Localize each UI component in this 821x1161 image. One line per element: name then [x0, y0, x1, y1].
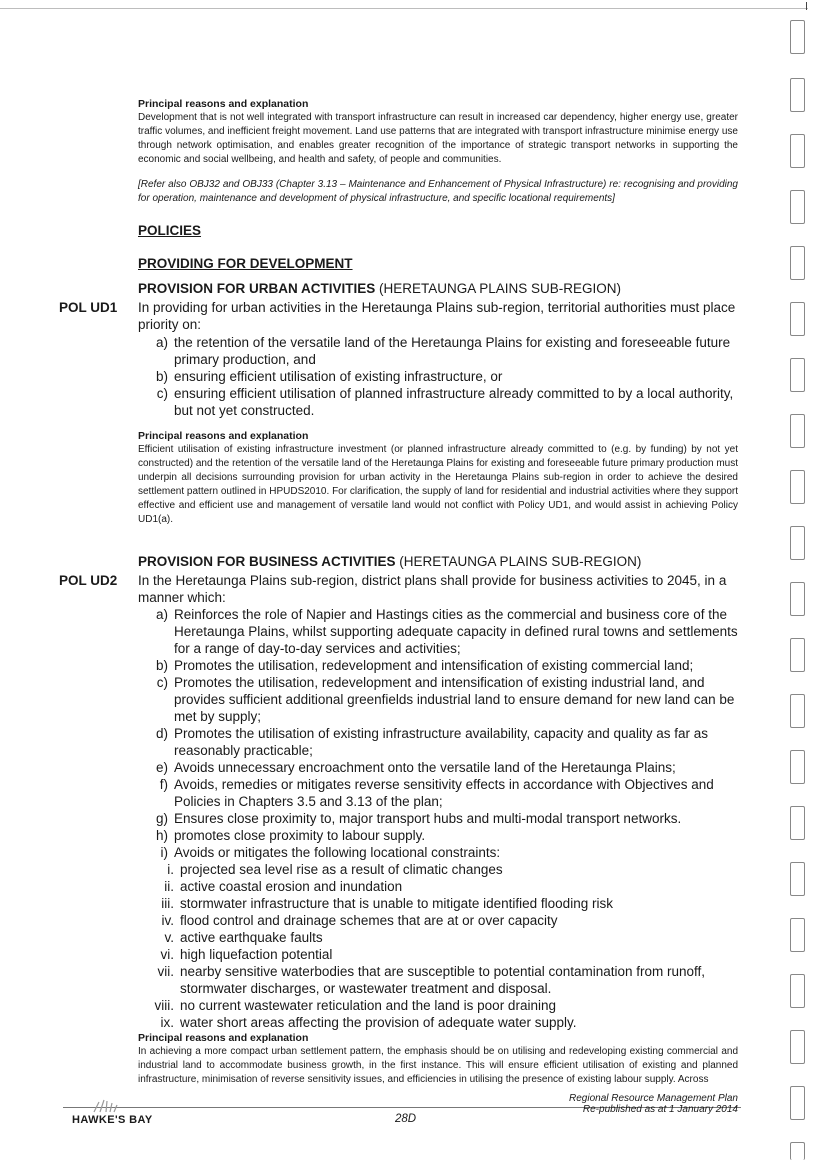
footer-logo: HAWKE'S BAY — [72, 1114, 153, 1126]
list-item: iv. flood control and drainage schemes that are at or over capacity — [161, 913, 558, 928]
ud2-label: POL UD2 — [59, 573, 118, 588]
binder-tab — [790, 582, 805, 616]
list-item: e) Avoids unnecessary encroachment onto the versatile land of the Heretaunga Plains; — [155, 760, 676, 775]
ud2-heading-bold: PROVISION FOR BUSINESS ACTIVITIES — [138, 554, 396, 569]
ud1-reasons-text: Efficient utilisation of existing infrastructure investment (or planned infrastructure already committed to (e.g. by funding) by not yet constructed) and the retention of the versatile land of the Heretaunga Plains for existing and foreseeable future primary production must underpin all decisions surrounding provision for urban activity in the Heretaunga Plains sub-region in order to achieve the desired settlement pattern outlined in HPUDS2010. For clarification, the supply of land for residential and industrial activities where they support effective and efficient use and management of versatile land would not conflict with Policy UD1, and would assist in achieving Policy UD1(a). — [138, 444, 738, 525]
list-item: c) Promotes the utilisation, redevelopment and intensification of existing industrial land, and provides sufficient additional greenfields industrial land to ensure demand for new land can be met by supply; — [156, 675, 735, 724]
ud2-list — [138, 606, 738, 1031]
ud1-heading-bold: PROVISION FOR URBAN ACTIVITIES — [138, 281, 376, 296]
list-item: ii. active coastal erosion and inundation — [164, 879, 403, 894]
providing-heading: PROVIDING FOR DEVELOPMENT — [138, 256, 353, 271]
binder-tab — [790, 806, 805, 840]
ud1-heading — [138, 281, 738, 296]
list-item: i. projected sea level rise as a result of climatic changes — [167, 862, 503, 877]
binder-tab — [790, 974, 805, 1008]
intro-reasons-heading: Principal reasons and explanation — [138, 98, 309, 110]
binder-tab — [790, 1030, 805, 1064]
ud2-reasons-text: In achieving a more compact urban settlement pattern, the emphasis should be on utilising and redeveloping existing commercial and industrial land to accommodate business growth, in the first instance. This will ensure efficient utilisation of existing and planned infrastructure, minimisation of reverse sensitivity issues, and efficiencies in utilising the presence of existing labour supply. Across — [138, 1046, 738, 1085]
list-item: a) Reinforces the role of Napier and Hastings cities as the commercial and business core of the Heretaunga Plains, whilst supporting adequate capacity in defined rural towns and settlements for a range of day-to-day services and activities; — [155, 607, 738, 656]
ud1-reasons-heading: Principal reasons and explanation — [138, 430, 309, 442]
binder-tab — [790, 862, 805, 896]
ud2-reasons — [138, 1032, 738, 1087]
list-item: vii. nearby sensitive waterbodies that are susceptible to potential contamination from runoff, stormwater discharges, or wastewater treatment and disposal. — [157, 964, 706, 996]
binder-tab — [790, 694, 805, 728]
binder-tab — [790, 78, 805, 112]
ud2-lead: In the Heretaunga Plains sub-region, district plans shall provide for business activities to 2045, in a manner which: — [138, 573, 727, 605]
list-item: viii. no current wastewater reticulation and the land is poor draining — [154, 998, 556, 1013]
ud1-heading-rest: (HERETAUNGA PLAINS SUB-REGION) — [375, 281, 622, 296]
footer-plan — [520, 1093, 738, 1115]
list-item: b) ensuring efficient utilisation of existing infrastructure, or — [155, 369, 503, 384]
ud2-reasons-heading: Principal reasons and explanation — [138, 1032, 309, 1044]
list-item: v. active earthquake faults — [164, 930, 323, 945]
list-item: ix. water short areas affecting the provision of adequate water supply. — [160, 1015, 577, 1030]
binder-tab — [790, 1086, 805, 1120]
list-item: a) the retention of the versatile land of the Heretaunga Plains for existing and foreseeable future primary production, and — [155, 335, 731, 367]
binder-tab — [790, 638, 805, 672]
binder-tab — [790, 414, 805, 448]
binder-tab — [790, 470, 805, 504]
ud2-heading-rest: (HERETAUNGA PLAINS SUB-REGION) — [395, 554, 642, 569]
policies-heading: POLICIES — [138, 223, 202, 238]
binder-tab — [790, 526, 805, 560]
binder-tab — [790, 134, 805, 168]
scan-corner-mark — [806, 2, 807, 10]
intro-section — [138, 98, 738, 206]
ud2-heading — [138, 554, 738, 569]
list-item: i) Avoids or mitigates the following locational constraints: — [160, 845, 501, 860]
binder-tab — [790, 750, 805, 784]
intro-reasons-text: Development that is not well integrated with transport infrastructure can result in increased car dependency, higher energy use, greater traffic volumes, and inefficient freight movement. Land use patterns that are integrated with transport infrastructure minimise energy use through network optimisation, and enables greater recognition of the importance of strategic transport networks in supporting the economic and social wellbeing, and health and safety, of people and communities. — [138, 112, 738, 165]
binder-tab — [790, 302, 805, 336]
ud1-label: POL UD1 — [59, 300, 118, 315]
binder-tab — [790, 358, 805, 392]
list-item: d) Promotes the utilisation of existing infrastructure availability, capacity and quality as far as reasonably practicable; — [155, 726, 709, 758]
binder-tab — [790, 246, 805, 280]
ud1-reasons — [138, 430, 738, 527]
intro-refer-text: [Refer also OBJ32 and OBJ33 (Chapter 3.13 – Maintenance and Enhancement of Physical Infrastructure) re: recognising and providing for operation, maintenance and development of physical infrastructure, and specific locational requirements] — [138, 179, 738, 204]
list-item: h) promotes close proximity to labour supply. — [155, 828, 426, 843]
list-item: vi. high liquefaction potential — [160, 947, 333, 962]
ud1-lead: In providing for urban activities in the Heretaunga Plains sub-region, territorial authorities must place priority on: — [138, 300, 736, 332]
binder-tab — [790, 918, 805, 952]
hawkes-bay-logo-icon — [90, 1098, 120, 1114]
list-item: f) Avoids, remedies or mitigates reverse sensitivity effects in accordance with Objectives and Policies in Chapters 3.5 and 3.13 of the plan; — [159, 777, 714, 809]
binder-tab — [790, 20, 805, 54]
list-item: iii. stormwater infrastructure that is unable to mitigate identified flooding risk — [161, 896, 613, 911]
ud1-list — [138, 334, 738, 419]
list-item: c) ensuring efficient utilisation of planned infrastructure already committed to by a local authority, but not yet constructed. — [156, 386, 734, 418]
plan-title: Regional Resource Management Plan — [569, 1093, 738, 1104]
scan-top-edge — [0, 8, 808, 9]
page-number: 28D — [395, 1113, 417, 1125]
ud2-sub-list — [138, 861, 738, 1031]
binder-tab — [790, 1142, 805, 1160]
binder-tab — [790, 190, 805, 224]
list-item: b) Promotes the utilisation, redevelopment and intensification of existing commercial land; — [155, 658, 694, 673]
plan-date: Re-published as at 1 January 2014 — [582, 1104, 738, 1115]
list-item: g) Ensures close proximity to, major transport hubs and multi-modal transport networks. — [155, 811, 682, 826]
